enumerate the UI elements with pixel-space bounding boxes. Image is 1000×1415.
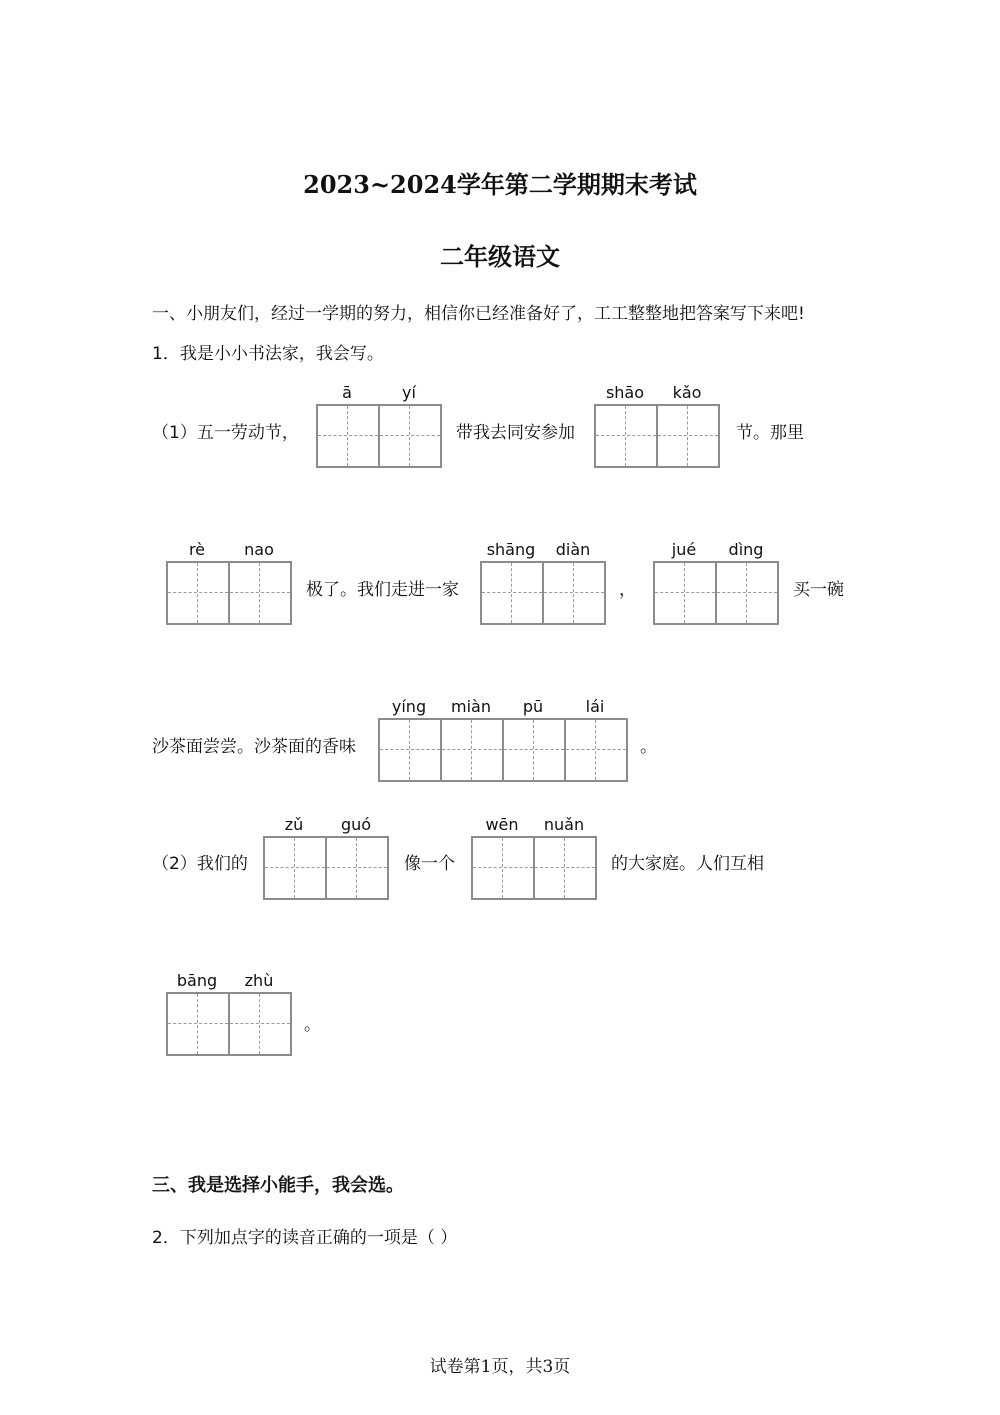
tianzige-box[interactable] [378, 718, 442, 782]
tianzige-box[interactable] [316, 404, 380, 468]
tianzige-box[interactable] [564, 718, 628, 782]
tianzige-box[interactable] [166, 561, 230, 625]
sentence-text: 。 [640, 737, 657, 757]
pinyin-label: pū [522, 697, 544, 716]
writing-group-ayi [316, 382, 442, 468]
pinyin-label: zhù [244, 971, 274, 990]
sentence-text: 买一碗 [793, 580, 844, 600]
tianzige-box[interactable] [440, 718, 504, 782]
part1-label: （1）五一劳动节， [152, 423, 299, 443]
sentence-text: 带我去同安参加 [456, 423, 575, 443]
writing-group-zuguo [263, 814, 389, 900]
pinyin-label: nao [244, 540, 274, 559]
tianzige-box[interactable] [715, 561, 779, 625]
writing-group-yingmianpulai [378, 696, 628, 782]
tianzige-box[interactable] [594, 404, 658, 468]
exam-subtitle: 二年级语文 [440, 242, 560, 271]
writing-group-shaokao [594, 382, 720, 468]
tianzige-box[interactable] [263, 836, 327, 900]
tianzige-box[interactable] [166, 992, 230, 1056]
writing-group-bangzhu [166, 970, 292, 1056]
writing-group-jueding [653, 539, 779, 625]
question-2: 2．下列加点字的读音正确的一项是（ ） [152, 1228, 458, 1248]
sentence-text: 极了。我们走进一家 [306, 580, 459, 600]
question-1-title: 1．我是小小书法家，我会写。 [152, 344, 384, 364]
pinyin-label: yíng [391, 697, 427, 716]
tianzige-box[interactable] [471, 836, 535, 900]
tianzige-box[interactable] [502, 718, 566, 782]
pinyin-label: shāo [605, 383, 645, 402]
pinyin-label: rè [188, 540, 206, 559]
sentence-text: 。 [304, 1015, 321, 1035]
writing-group-shangdian [480, 539, 606, 625]
tianzige-box[interactable] [228, 561, 292, 625]
writing-group-renao [166, 539, 292, 625]
tianzige-box[interactable] [542, 561, 606, 625]
sentence-text: 节。那里 [736, 423, 804, 443]
section3-heading: 三、我是选择小能手，我会选。 [152, 1175, 404, 1196]
pinyin-label: diàn [555, 540, 591, 559]
tianzige-box[interactable] [656, 404, 720, 468]
part2-label: （2）我们的 [152, 854, 248, 874]
pinyin-label: yí [402, 383, 416, 402]
pinyin-label: ā [342, 383, 352, 402]
sentence-text: 沙茶面尝尝。沙茶面的香味 [152, 737, 356, 757]
pinyin-label: bāng [176, 971, 218, 990]
pinyin-label: miàn [451, 697, 491, 716]
tianzige-box[interactable] [228, 992, 292, 1056]
page-footer: 试卷第1页，共3页 [429, 1357, 571, 1377]
sentence-text: 像一个 [404, 854, 455, 874]
pinyin-label: nuǎn [543, 815, 585, 834]
pinyin-label: zǔ [284, 815, 304, 834]
tianzige-box[interactable] [480, 561, 544, 625]
sentence-text: 的大家庭。人们互相 [611, 854, 764, 874]
sentence-text: ， [619, 580, 636, 600]
pinyin-label: guó [340, 815, 372, 834]
pinyin-label: shāng [486, 540, 536, 559]
pinyin-label: dìng [728, 540, 764, 559]
tianzige-box[interactable] [653, 561, 717, 625]
writing-group-wennuan [471, 814, 597, 900]
tianzige-box[interactable] [533, 836, 597, 900]
pinyin-label: wēn [485, 815, 519, 834]
tianzige-box[interactable] [378, 404, 442, 468]
pinyin-label: kǎo [672, 383, 702, 402]
pinyin-label: jué [671, 540, 697, 559]
pinyin-label: lái [585, 697, 605, 716]
section1-instruction: 一、小朋友们，经过一学期的努力，相信你已经准备好了，工工整整地把答案写下来吧! [152, 304, 805, 324]
exam-title: 2023~2024学年第二学期期末考试 [303, 170, 697, 199]
tianzige-box[interactable] [325, 836, 389, 900]
